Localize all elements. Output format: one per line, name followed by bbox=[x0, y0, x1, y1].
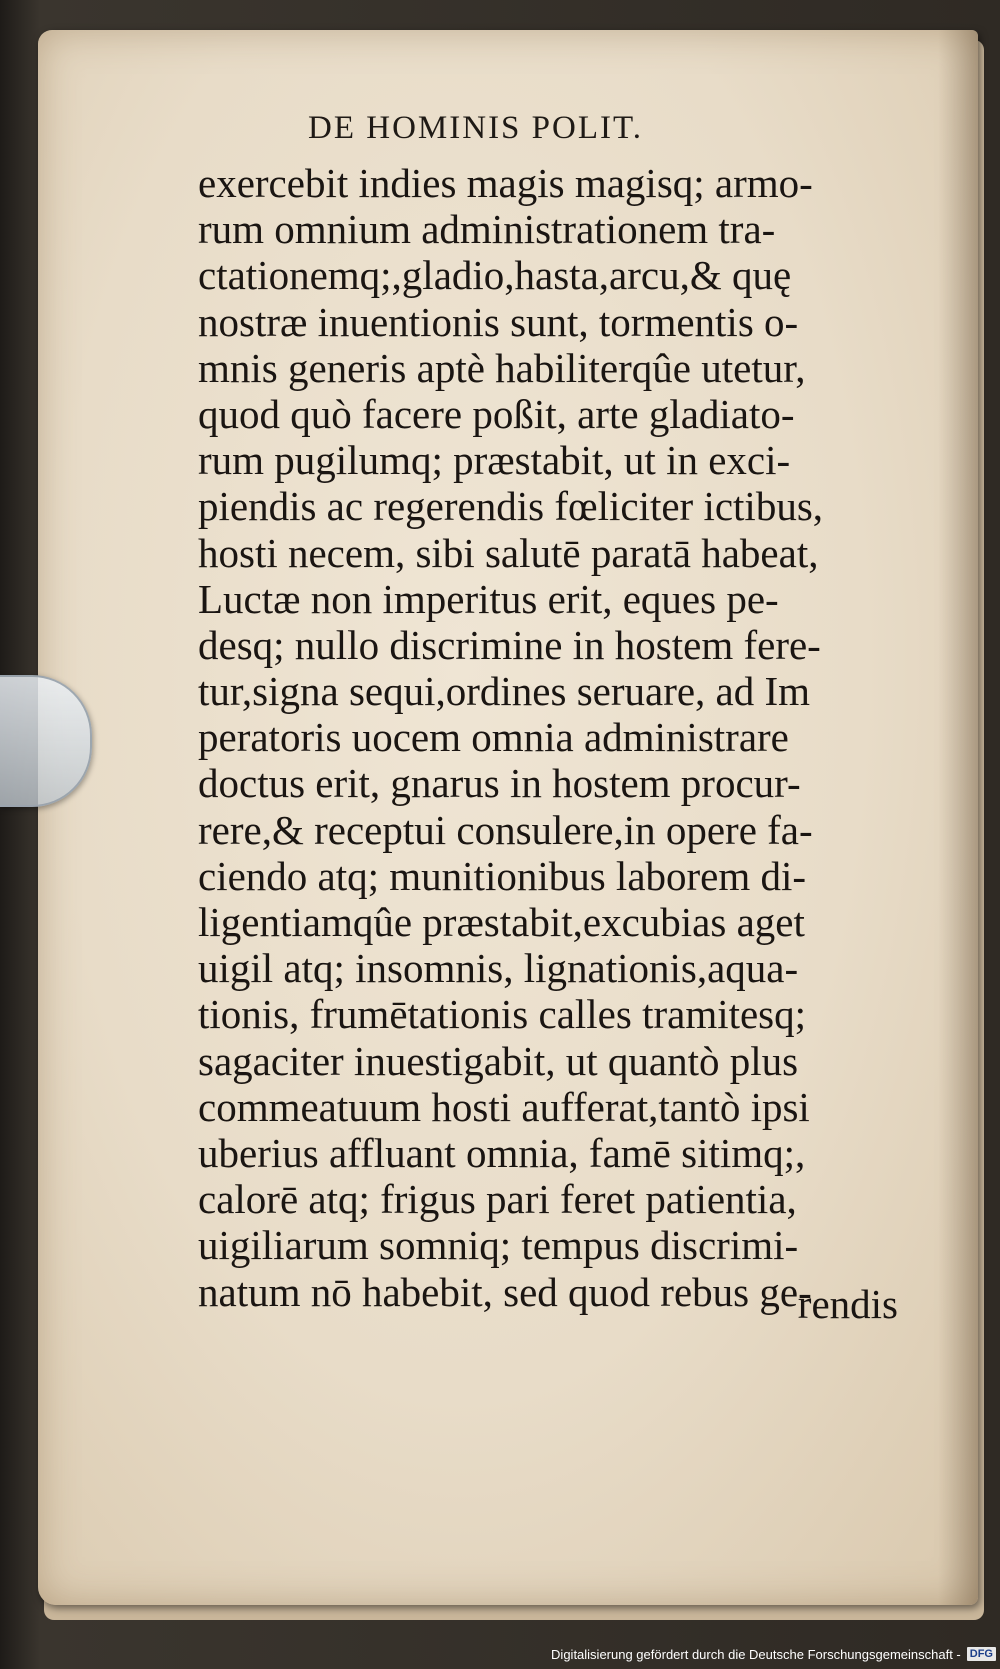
text-line: quod quò facere poßit, arte gladiato- bbox=[198, 390, 795, 437]
dfg-logo: DFG bbox=[967, 1647, 996, 1661]
text-line: Luctæ non imperitus erit, eques pe- bbox=[198, 575, 779, 622]
text-line: piendis ac regerendis fœliciter ictibus, bbox=[198, 483, 824, 530]
body-text bbox=[198, 160, 898, 1315]
text-line: ctationemq;,gladio,hasta,arcu,& quę bbox=[198, 252, 792, 299]
text-line: rere,& receptui consulere,in opere fa- bbox=[198, 806, 813, 853]
book-page bbox=[38, 30, 978, 1605]
text-line: nostræ inuentionis sunt, tormentis o- bbox=[198, 298, 799, 345]
text-line: ciendo atq; munitionibus laborem di- bbox=[198, 852, 807, 899]
text-line: commeatuum hosti aufferat,tantò ipsi bbox=[198, 1083, 810, 1130]
text-line: ligentiamqûe præstabit,excubias aget bbox=[198, 899, 805, 945]
catchword: rendis bbox=[797, 1281, 898, 1327]
text-line: rum pugilumq; præstabit, ut in exci- bbox=[198, 437, 791, 484]
text-line: hosti necem, sibi salutē paratā habeat, bbox=[198, 529, 819, 576]
text-line: uigil atq; insomnis, lignationis,aqua- bbox=[198, 945, 799, 992]
gutter-shadow bbox=[938, 30, 978, 1605]
text-line: sagaciter inuestigabit, ut quantò plus bbox=[198, 1037, 799, 1084]
text-line: rum omnium administrationem tra- bbox=[198, 206, 776, 253]
text-line: calorē atq; frigus pari feret patientia, bbox=[198, 1176, 797, 1223]
text-line: tur,signa sequi,ordines seruare, ad Im bbox=[198, 668, 811, 715]
text-line: mnis generis aptè habiliterqûe utetur, bbox=[198, 344, 806, 391]
text-line: tionis, frumētationis calles tramitesq; bbox=[198, 991, 807, 1038]
text-line: exercebit indies magis magisq; armo- bbox=[198, 160, 813, 206]
credit-text: Digitalisierung gefördert durch die Deutsche Forschungsgemeinschaft - bbox=[551, 1646, 961, 1662]
text-line: natum nō habebit, sed quod rebus ge- bbox=[198, 1268, 812, 1315]
text-line: uberius affluant omnia, famē sitimq;, bbox=[198, 1129, 806, 1176]
digitization-credit bbox=[551, 1643, 996, 1665]
text-line: desq; nullo discrimine in hostem fere- bbox=[198, 621, 821, 668]
text-line: uigiliarum somniq; tempus discrimi- bbox=[198, 1222, 799, 1269]
running-header: DE HOMINIS POLIT. bbox=[308, 110, 643, 146]
text-line: peratoris uocem omnia administrare bbox=[198, 714, 789, 761]
text-line: doctus erit, gnarus in hostem procur- bbox=[198, 760, 801, 807]
